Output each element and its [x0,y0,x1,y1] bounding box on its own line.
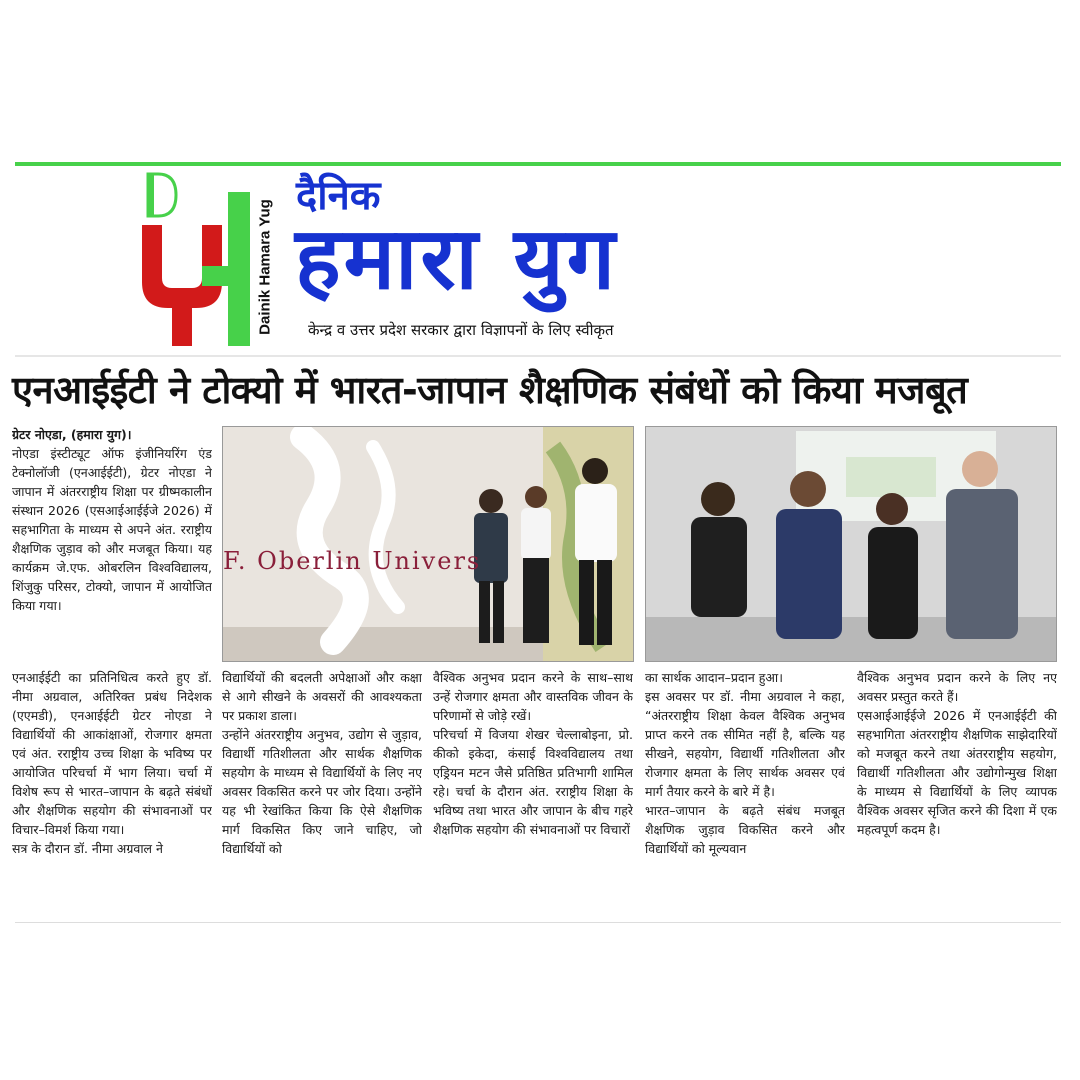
article-column-1-bottom [12,668,212,913]
photo-group-at-university [222,426,634,662]
article-paragraph: विद्यार्थियों की बदलती अपेक्षाओं और कक्षा से आगे सीखने के अवसरों की आवश्यकता पर प्रकाश डाला। [222,670,422,723]
article-column-4 [645,668,845,913]
bottom-divider [15,922,1061,923]
logo-text-vertical: Dainik Hamara Yug [256,199,274,335]
article-headline: एनआईईटी ने टोक्यो में भारत-जापान शैक्षणिक संबंधों को किया मजबूत [12,368,968,412]
photo-illustration-2 [646,427,1056,661]
photo-illustration-1 [223,427,633,661]
article-paragraph: उन्होंने अंतरराष्ट्रीय अनुभव, उद्योग से जुड़ाव, विद्यार्थी गतिशीलता और सार्थक शैक्षणिक सहयोग के माध्यम से विद्यार्थियों के लिए नए अवसर विकसित करने पर जोर दिया। उन्होंने यह भी रेखांकित किया कि ऐसे शैक्षणिक मार्ग विकसित किए जाने चाहिए, जो विद्यार्थियों को [222,727,422,856]
article-paragraph: वैश्विक अनुभव प्रदान करने के लिए नए अवसर प्रस्तुत करते हैं। [857,670,1057,704]
article-column-5 [857,668,1057,913]
article-paragraph: नोएडा इंस्टीट्यूट ऑफ इंजीनियरिंग एंड टेक्नोलॉजी (एनआईईटी), ग्रेटर नोएडा ने जापान में अंतरराष्ट्रीय शिक्षा पर ग्रीष्मकालीन संस्थान 2026 (एसआईआईईजे 2026) में सहभागिता के माध्यम से अपने अंत. रराष्ट्रीय शैक्षणिक जुड़ाव को और मजबूत किया। यह कार्यक्रम जे.एफ. ओबरलिन विश्वविद्यालय, शिंजुकु परिसर, टोक्यो, जापान में आयोजित किया गया। [12,446,212,613]
article-paragraph: इस अवसर पर डॉ. नीमा अग्रवाल ने कहा, “अंतरराष्ट्रीय शिक्षा केवल वैश्विक अनुभव प्राप्त करने तक सीमित नहीं है, बल्कि यह सीखने, सहयोग, विद्यार्थी गतिशीलता और रोजगार क्षमता के लिए सार्थक अवसर एवं मार्ग तैयार करने के बारे में है। [645,689,845,799]
masthead-small-title: दैनिक [296,173,381,219]
article-paragraph: भारत–जापान के बढ़ते संबंध मजबूत शैक्षणिक जुड़ाव विकसित करने और विद्यार्थियों को मूल्यवान [645,803,845,856]
article-column-3 [433,668,633,913]
masthead-big-title: हमारा युग [295,209,619,309]
masthead-top-rule [15,162,1061,166]
masthead-tagline: केन्द्र व उत्तर प्रदेश सरकार द्वारा विज्ञापनों के लिए स्वीकृत [308,321,614,339]
photo-wall-signage: F. Oberlin Univers [223,547,482,575]
article-column-1-top [12,425,212,668]
masthead-divider [15,355,1061,357]
article-paragraph: एनआईईटी का प्रतिनिधित्व करते हुए डॉ. नीमा अग्रवाल, अतिरिक्त प्रबंध निदेशक (एएमडी), एनआईईटी ग्रेटर नोएडा ने विद्यार्थियों की आकांक्षाओं, रोजगार क्षमता एवं अंत. रराष्ट्रीय उच्च शिक्षा के भविष्य पर आयोजित परिचर्चा में भाग लिया। चर्चा में विशेष रूप से भारत–जापान के बढ़ते संबंधों और शैक्षणिक सहयोग की संभावनाओं पर विचार–विमर्श किया गया। [12,670,212,837]
article-column-2 [222,668,422,913]
article-paragraph: एसआईआईईजे 2026 में एनआईईटी की सहभागिता अंतरराष्ट्रीय शैक्षणिक साझेदारियों को मजबूत करने तथा अंतरराष्ट्रीय सहयोग, विद्यार्थी गतिशीलता और उद्योगोन्मुख शिक्षा के माध्यम से विद्यार्थियों के लिए व्यापक वैश्विक अवसर सृजित करने की दिशा में एक महत्वपूर्ण कदम है। [857,708,1057,837]
article-paragraph: सत्र के दौरान डॉ. नीमा अग्रवाल ने [12,841,163,856]
photo-panel-participants [645,426,1057,662]
article-paragraph: वैश्विक अनुभव प्रदान करने के साथ–साथ उन्हें रोजगार क्षमता और वास्तविक जीवन के परिणामों से जोड़े रखें। [433,670,633,723]
article-dateline: ग्रेटर नोएडा, (हमारा युग)। [12,427,132,442]
article-paragraph: परिचर्चा में विजया शेखर चेल्लाबोइना, प्रो. कीको इकेदा, कंसाई विश्वविद्यालय तथा एड्रियन मटन जैसे प्रतिष्ठित प्रतिभागी शामिल रहे। चर्चा के दौरान अंत. रराष्ट्रीय शिक्षा के भविष्य तथा भारत और जापान के बीच गहरे शैक्षणिक सहयोग की संभावनाओं पर विचारों [433,727,633,837]
article-paragraph: का सार्थक आदान–प्रदान हुआ। [645,670,783,685]
